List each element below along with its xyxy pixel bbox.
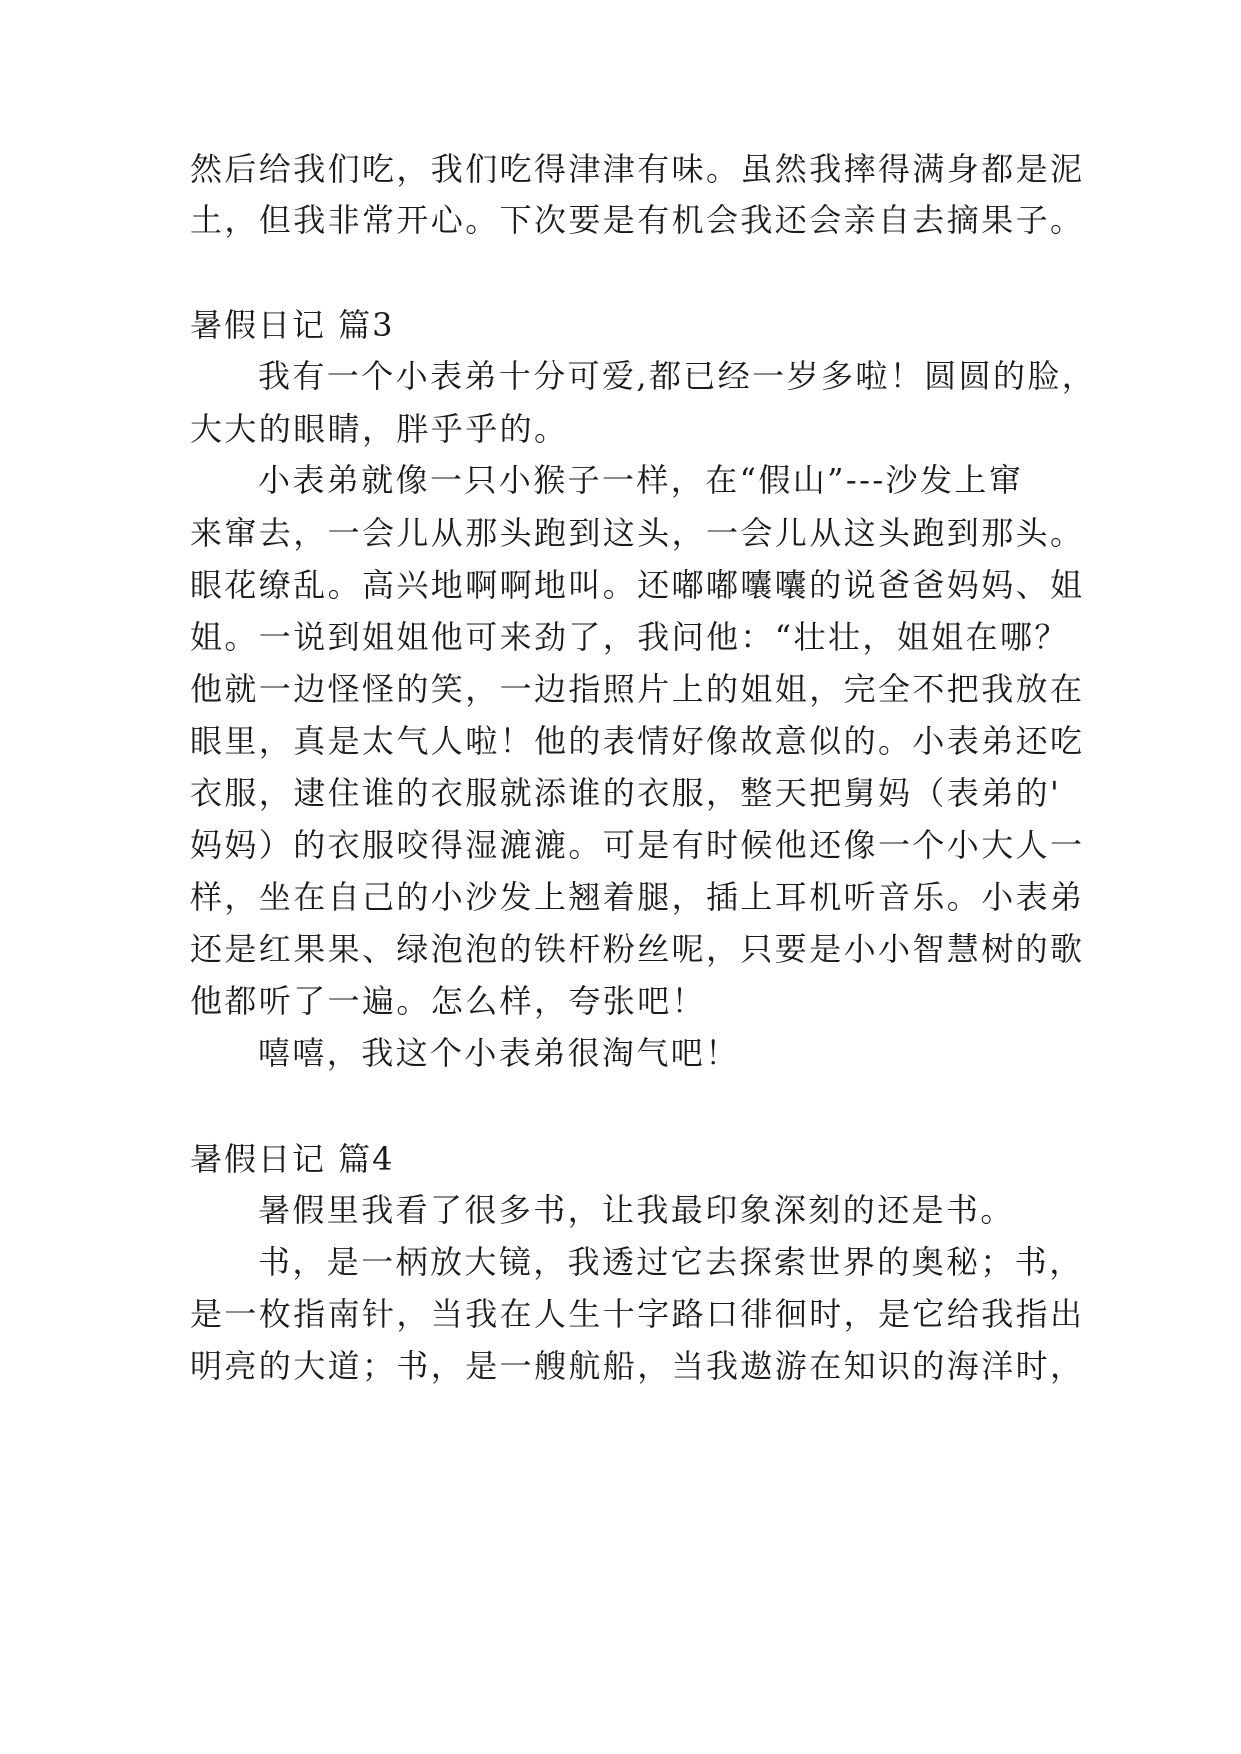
paragraph-line: 我有一个小表弟十分可爱,都已经一岁多啦！圆圆的脸， bbox=[258, 357, 1097, 395]
paragraph-line: 样，坐在自己的小沙发上翘着腿，插上耳机听音乐。小表弟 bbox=[190, 878, 1085, 916]
paragraph-line: 然后给我们吃，我们吃得津津有味。虽然我摔得满身都是泥 bbox=[190, 150, 1085, 188]
paragraph-line: 暑假里我看了很多书，让我最印象深刻的还是书。 bbox=[258, 1191, 1015, 1229]
paragraph-line: 嘻嘻，我这个小表弟很淘气吧！ bbox=[258, 1034, 740, 1072]
paragraph-line: 大大的眼睛，胖乎乎的。 bbox=[190, 410, 569, 448]
paragraph-line: 小表弟就像一只小猴子一样，在“假山”---沙发上窜 bbox=[258, 461, 1024, 499]
paragraph-line: 是一枚指南针，当我在人生十字路口徘徊时，是它给我指出 bbox=[190, 1295, 1085, 1333]
paragraph-line: 衣服，逮住谁的衣服就添谁的衣服，整天把舅妈（表弟的' bbox=[190, 774, 1062, 812]
paragraph-line: 他都听了一遍。怎么样，夸张吧！ bbox=[190, 982, 707, 1020]
paragraph-line: 眼里，真是太气人啦！他的表情好像故意似的。小表弟还吃 bbox=[190, 722, 1085, 760]
section-heading: 暑假日记 篇4 bbox=[190, 1140, 395, 1178]
paragraph-line: 眼花缭乱。高兴地啊啊地叫。还嘟嘟囔囔的说爸爸妈妈、姐 bbox=[190, 566, 1085, 604]
paragraph-line: 还是红果果、绿泡泡的铁杆粉丝呢，只要是小小智慧树的歌 bbox=[190, 930, 1085, 968]
section-heading: 暑假日记 篇3 bbox=[190, 306, 395, 344]
paragraph-line: 书，是一柄放大镜，我透过它去探索世界的奥秘；书， bbox=[258, 1243, 1084, 1281]
paragraph-line: 妈妈）的衣服咬得湿漉漉。可是有时候他还像一个小大人一 bbox=[190, 826, 1085, 864]
paragraph-line: 姐。一说到姐姐他可来劲了，我问他：“壮壮，姐姐在哪？ bbox=[190, 618, 1069, 656]
paragraph-line: 他就一边怪怪的笑，一边指照片上的姐姐，完全不把我放在 bbox=[190, 670, 1085, 708]
paragraph-line: 来窜去，一会儿从那头跑到这头，一会儿从这头跑到那头。 bbox=[190, 514, 1085, 552]
paragraph-line: 明亮的大道；书，是一艘航船，当我遨游在知识的海洋时， bbox=[190, 1347, 1085, 1385]
paragraph-line: 土，但我非常开心。下次要是有机会我还会亲自去摘果子。 bbox=[190, 201, 1085, 239]
